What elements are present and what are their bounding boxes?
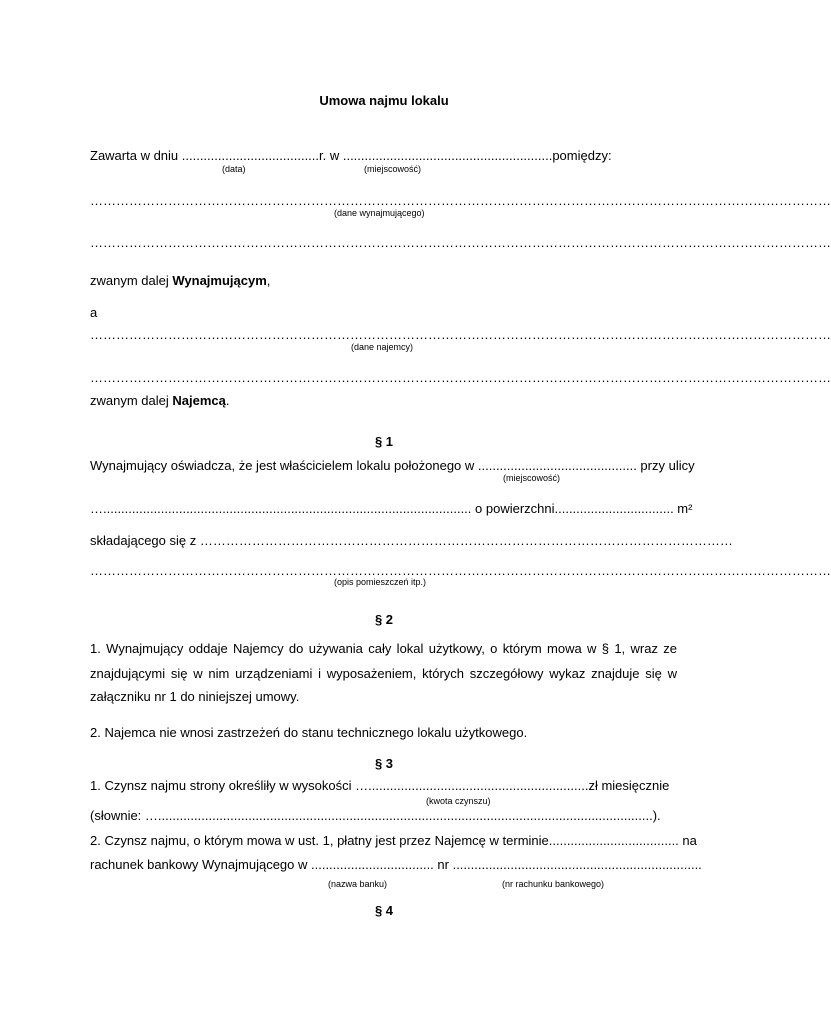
s2-p1-line-1: 1. Wynajmujący oddaje Najemcy do używania cały lokal użytkowy, o którym mowa w § 1, wraz ze bbox=[90, 641, 677, 656]
section-4-heading: § 4 bbox=[374, 903, 394, 918]
s3-p1-line-2: (słownie: ….........................................................................................................................................). bbox=[90, 808, 661, 823]
and-word: a bbox=[90, 305, 98, 320]
landlord-term: Wynajmującym bbox=[172, 273, 267, 288]
landlord-called bbox=[90, 273, 270, 289]
s2-p1-line-2: znajdującymi się w nim urządzeniami i wyposażeniem, których szczegółowy wykaz znajduje się w bbox=[90, 666, 677, 681]
page-title: Umowa najmu lokalu bbox=[319, 93, 449, 108]
section-1-heading: § 1 bbox=[374, 434, 394, 449]
s1-line-1: Wynajmujący oświadcza, że jest właścicielem lokalu położonego w ............................................ przy ulicy bbox=[90, 458, 695, 473]
label-account-number: (nr rachunku bankowego) bbox=[502, 879, 605, 889]
section-3-heading: § 3 bbox=[374, 756, 394, 771]
label-landlord-data: (dane wynajmującego) bbox=[334, 208, 425, 218]
s1-line-2: …...................................................................................................... o powierzchni................................. m² bbox=[90, 501, 693, 516]
s3-p2-line-1: 2. Czynsz najmu, o którym mowa w ust. 1, płatny jest przez Najemcę w terminie.................................... na bbox=[90, 833, 697, 848]
called-suffix: , bbox=[266, 273, 271, 288]
label-s1-place: (miejscowość) bbox=[503, 473, 561, 483]
label-tenant-data: (dane najemcy) bbox=[351, 342, 414, 352]
called-prefix: zwanym dalej bbox=[90, 273, 173, 288]
label-place: (miejscowość) bbox=[364, 164, 422, 174]
s3-p2-line-2: rachunek bankowy Wynajmującego w .................................. nr ..................................................................... bbox=[90, 857, 702, 872]
called-suffix: . bbox=[225, 393, 230, 408]
s2-p2: 2. Najemca nie wnosi zastrzeżeń do stanu technicznego lokalu użytkowego. bbox=[90, 725, 528, 740]
tenant-term: Najemcą bbox=[172, 393, 226, 408]
label-rent-amount: (kwota czynszu) bbox=[426, 796, 491, 806]
s1-line-4: ……………………………………………………………………………………………………………………………………………………… bbox=[90, 563, 831, 578]
s2-p1-line-3: załączniku nr 1 do niniejszej umowy. bbox=[90, 689, 300, 704]
called-prefix: zwanym dalej bbox=[90, 393, 173, 408]
landlord-dots-line-2: ……………………………………………………………………………………………………………………………………………………… bbox=[90, 235, 831, 250]
label-date: (data) bbox=[222, 164, 246, 174]
label-bank-name: (nazwa banku) bbox=[328, 879, 388, 889]
s3-p1-line-1: 1. Czynsz najmu strony określiły w wysokości ….............................................................zł miesięcznie bbox=[90, 778, 670, 793]
landlord-dots-line-1: ……………………………………………………………………………………………………………………………………………………… bbox=[90, 193, 831, 208]
section-2-heading: § 2 bbox=[374, 612, 394, 627]
tenant-dots-line-1: ……………………………………………………………………………………………………………………………………………………… bbox=[90, 327, 831, 342]
tenant-called bbox=[90, 393, 229, 409]
intro-line: Zawarta w dniu ......................................r. w ..........................................................pomiędzy: bbox=[90, 148, 612, 163]
s1-line-3: składającego się z …………………………………………………………………………………………………………… bbox=[90, 533, 733, 548]
label-description: (opis pomieszczeń itp.) bbox=[334, 577, 427, 587]
tenant-dots-line-2: ……………………………………………………………………………………………………………………………………………………… bbox=[90, 370, 831, 385]
